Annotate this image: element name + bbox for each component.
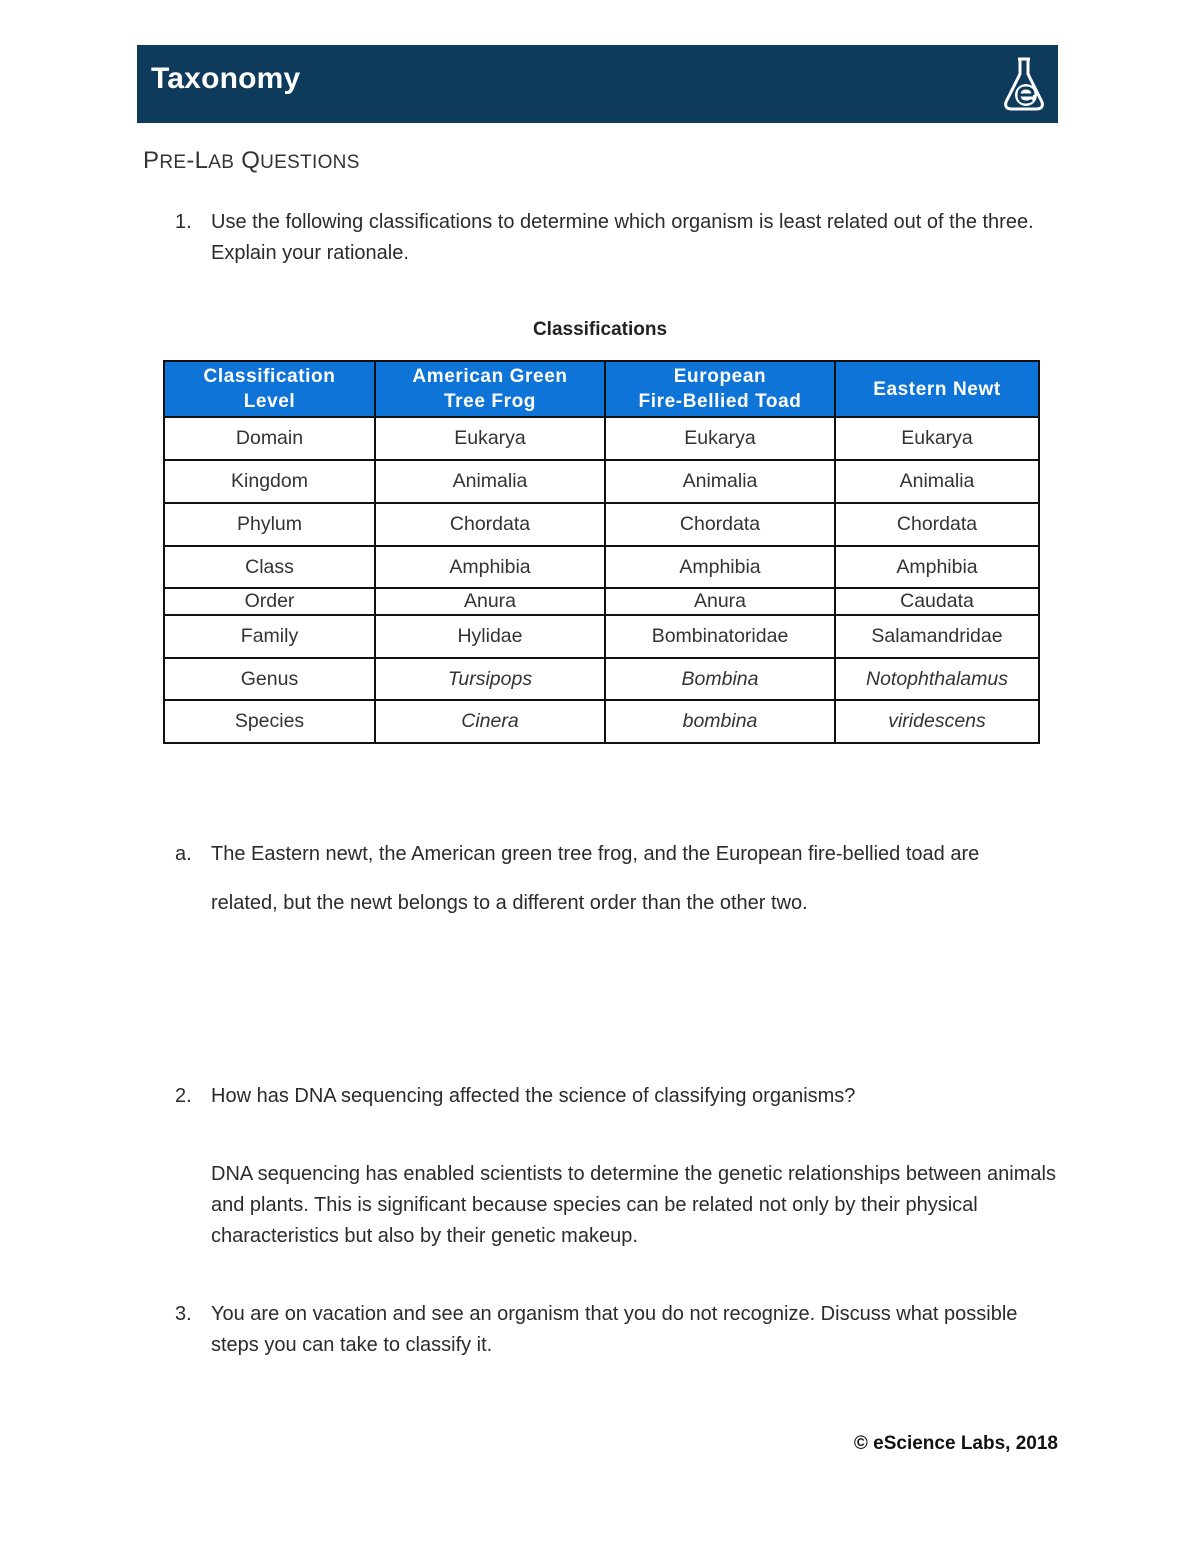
header-cell: Classification Level [164, 361, 375, 417]
table-row [164, 588, 1039, 615]
table-row [164, 503, 1039, 546]
table-row [164, 615, 1039, 658]
table-cell: Notophthalamus [835, 658, 1039, 700]
table-cell: Phylum [164, 503, 375, 546]
table-row [164, 546, 1039, 588]
table-cell: Cinera [375, 700, 605, 743]
table-cell: Genus [164, 658, 375, 700]
table-cell: bombina [605, 700, 835, 743]
header-cell: American Green Tree Frog [375, 361, 605, 417]
table-row [164, 417, 1039, 460]
answer-line: related, but the newt belongs to a different order than the other two. [211, 892, 808, 914]
answer-label: a. [175, 843, 192, 865]
table-cell: Class [164, 546, 375, 588]
table-cell: viridescens [835, 700, 1039, 743]
table-cell: Domain [164, 417, 375, 460]
table-cell: Amphibia [605, 546, 835, 588]
section-heading: PRE-LAB QUESTIONS [143, 147, 360, 174]
table-header-row [164, 361, 1039, 417]
answer-2: DNA sequencing has enabled scientists to determine the genetic relationships between animals and plants. This is significant because species can be related not only by their physical characteristics but also by their genetic makeup. [211, 1163, 1056, 1247]
table-cell: Chordata [605, 503, 835, 546]
table-cell: Salamandridae [835, 615, 1039, 658]
table-cell: Animalia [835, 460, 1039, 503]
table-cell: Animalia [375, 460, 605, 503]
table-cell: Amphibia [835, 546, 1039, 588]
table-cell: Bombinatoridae [605, 615, 835, 658]
question-number: 3. [175, 1303, 192, 1325]
table-cell: Hylidae [375, 615, 605, 658]
question-text: Use the following classifications to determine which organism is least related out of the three. Explain your rationale. [211, 211, 1034, 264]
table-row [164, 658, 1039, 700]
flask-e-logo-icon [1000, 54, 1048, 114]
question-text: You are on vacation and see an organism that you do not recognize. Discuss what possible steps you can take to classify it. [211, 1303, 1018, 1356]
table-cell: Anura [375, 588, 605, 615]
question-2 [175, 1081, 1051, 1112]
question-number: 2. [175, 1085, 192, 1107]
table-cell: Kingdom [164, 460, 375, 503]
table-cell: Bombina [605, 658, 835, 700]
table-cell: Eukarya [605, 417, 835, 460]
table-cell: Caudata [835, 588, 1039, 615]
page-title: Taxonomy [151, 62, 301, 95]
table-cell: Eukarya [375, 417, 605, 460]
table-cell: Species [164, 700, 375, 743]
table-cell: Chordata [835, 503, 1039, 546]
table-cell: Tursipops [375, 658, 605, 700]
table-cell: Amphibia [375, 546, 605, 588]
answer-line: The Eastern newt, the American green tree frog, and the European fire-bellied toad are [211, 843, 980, 865]
header-banner [137, 45, 1058, 123]
table-cell: Family [164, 615, 375, 658]
header-cell: European Fire-Bellied Toad [605, 361, 835, 417]
question-number: 1. [175, 211, 192, 233]
table-cell: Order [164, 588, 375, 615]
table-row [164, 460, 1039, 503]
copyright-footer: © eScience Labs, 2018 [853, 1433, 1058, 1454]
table-cell: Anura [605, 588, 835, 615]
table-cell: Eukarya [835, 417, 1039, 460]
table-cell: Animalia [605, 460, 835, 503]
question-1 [175, 207, 1051, 269]
table-row [164, 700, 1039, 743]
question-text: How has DNA sequencing affected the science of classifying organisms? [211, 1085, 856, 1107]
table-caption: Classifications [532, 319, 668, 340]
table-cell: Chordata [375, 503, 605, 546]
answer-a [175, 839, 1071, 919]
header-cell: Eastern Newt [835, 361, 1039, 417]
classification-table [163, 360, 1040, 744]
question-3 [175, 1299, 1031, 1361]
